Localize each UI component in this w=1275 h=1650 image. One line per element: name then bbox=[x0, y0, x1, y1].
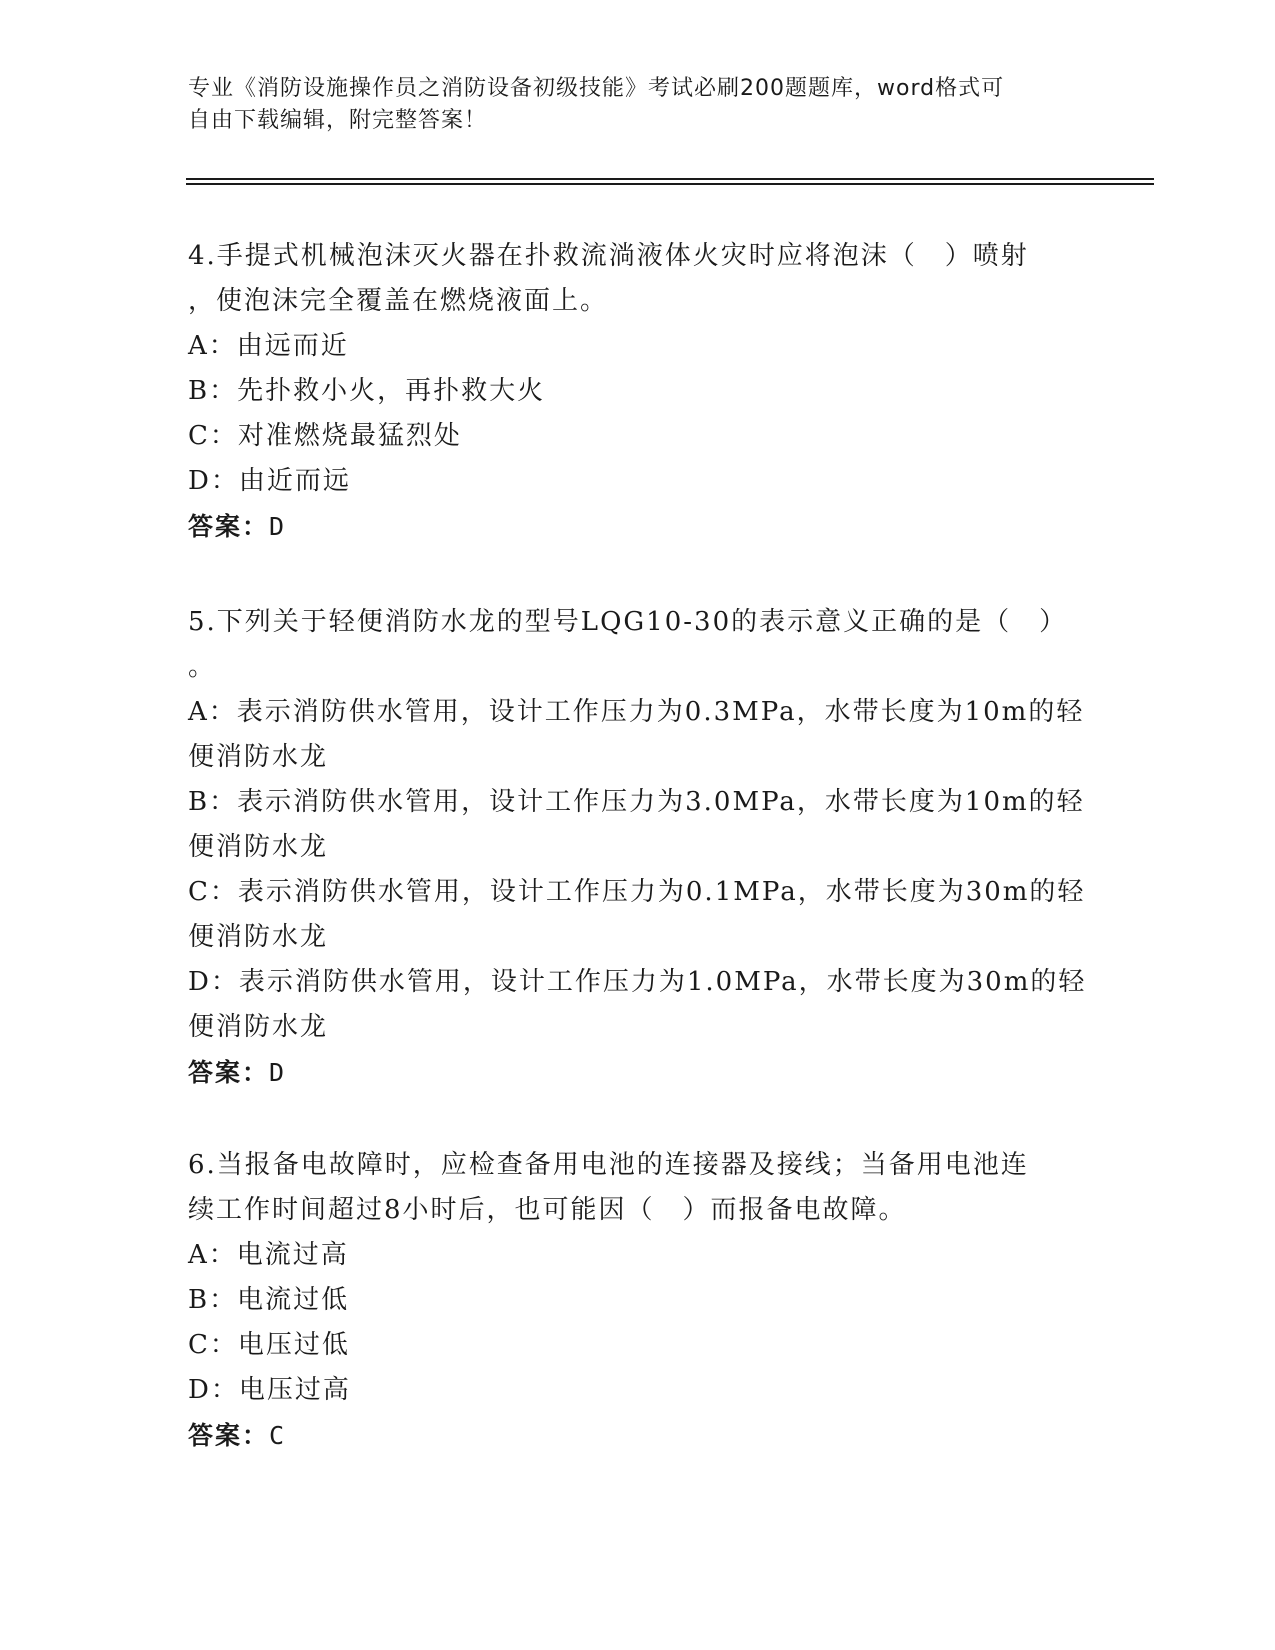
option-d: D：电压过高 bbox=[188, 1375, 351, 1405]
question-stem-line: 6.当报备电故障时，应检查备用电池的连接器及接线；当备用电池连 bbox=[188, 1150, 1029, 1180]
document-header bbox=[188, 73, 1068, 137]
answer-label: 答案： bbox=[188, 512, 270, 541]
answer-value: D bbox=[269, 1058, 287, 1087]
answer-value: D bbox=[269, 512, 287, 541]
option-c-continuation: 便消防水龙 bbox=[188, 922, 329, 952]
question-stem-line: 。 bbox=[188, 652, 217, 682]
question-4 bbox=[188, 234, 1088, 550]
option-b: B：表示消防供水管用，设计工作压力为3.0MPa，水带长度为10m的轻 bbox=[188, 787, 1085, 817]
question-stem-line: 5.下列关于轻便消防水龙的型号LQG10-30的表示意义正确的是（ ） bbox=[188, 607, 1068, 637]
answer-line bbox=[188, 1413, 1088, 1459]
header-line-1: 专业《消防设施操作员之消防设备初级技能》考试必刷200题题库，word格式可 bbox=[188, 76, 1005, 101]
option-d: D：表示消防供水管用，设计工作压力为1.0MPa，水带长度为30m的轻 bbox=[188, 967, 1087, 997]
answer-label: 答案： bbox=[188, 1421, 270, 1450]
option-c: C：表示消防供水管用，设计工作压力为0.1MPa，水带长度为30m的轻 bbox=[188, 877, 1086, 907]
option-c: C：电压过低 bbox=[188, 1330, 350, 1360]
answer-line bbox=[188, 1050, 1088, 1096]
option-a: A：电流过高 bbox=[188, 1240, 349, 1270]
option-a: A：表示消防供水管用，设计工作压力为0.3MPa，水带长度为10m的轻 bbox=[188, 697, 1085, 727]
option-b-continuation: 便消防水龙 bbox=[188, 832, 329, 862]
option-d-continuation: 便消防水龙 bbox=[188, 1012, 329, 1042]
question-5 bbox=[188, 600, 1088, 1096]
option-b: B：先扑救小火，再扑救大火 bbox=[188, 376, 546, 406]
header-divider-bottom bbox=[186, 183, 1154, 185]
header-line-2: 自由下载编辑，附完整答案！ bbox=[188, 108, 488, 133]
option-a-continuation: 便消防水龙 bbox=[188, 742, 329, 772]
option-d: D：由近而远 bbox=[188, 466, 351, 496]
option-a: A：由远而近 bbox=[188, 331, 349, 361]
question-stem-line: 续工作时间超过8小时后，也可能因（ ）而报备电故障。 bbox=[188, 1195, 907, 1225]
option-b: B：电流过低 bbox=[188, 1285, 350, 1315]
answer-line bbox=[188, 504, 1088, 550]
answer-value: C bbox=[269, 1421, 287, 1450]
option-c: C：对准燃烧最猛烈处 bbox=[188, 421, 462, 451]
header-divider-top bbox=[186, 178, 1154, 180]
answer-label: 答案： bbox=[188, 1058, 270, 1087]
question-6 bbox=[188, 1143, 1088, 1459]
question-stem-line: 4.手提式机械泡沫灭火器在扑救流淌液体火灾时应将泡沫（ ）喷射 bbox=[188, 241, 1029, 271]
question-stem-line: ，使泡沫完全覆盖在燃烧液面上。 bbox=[188, 286, 609, 316]
